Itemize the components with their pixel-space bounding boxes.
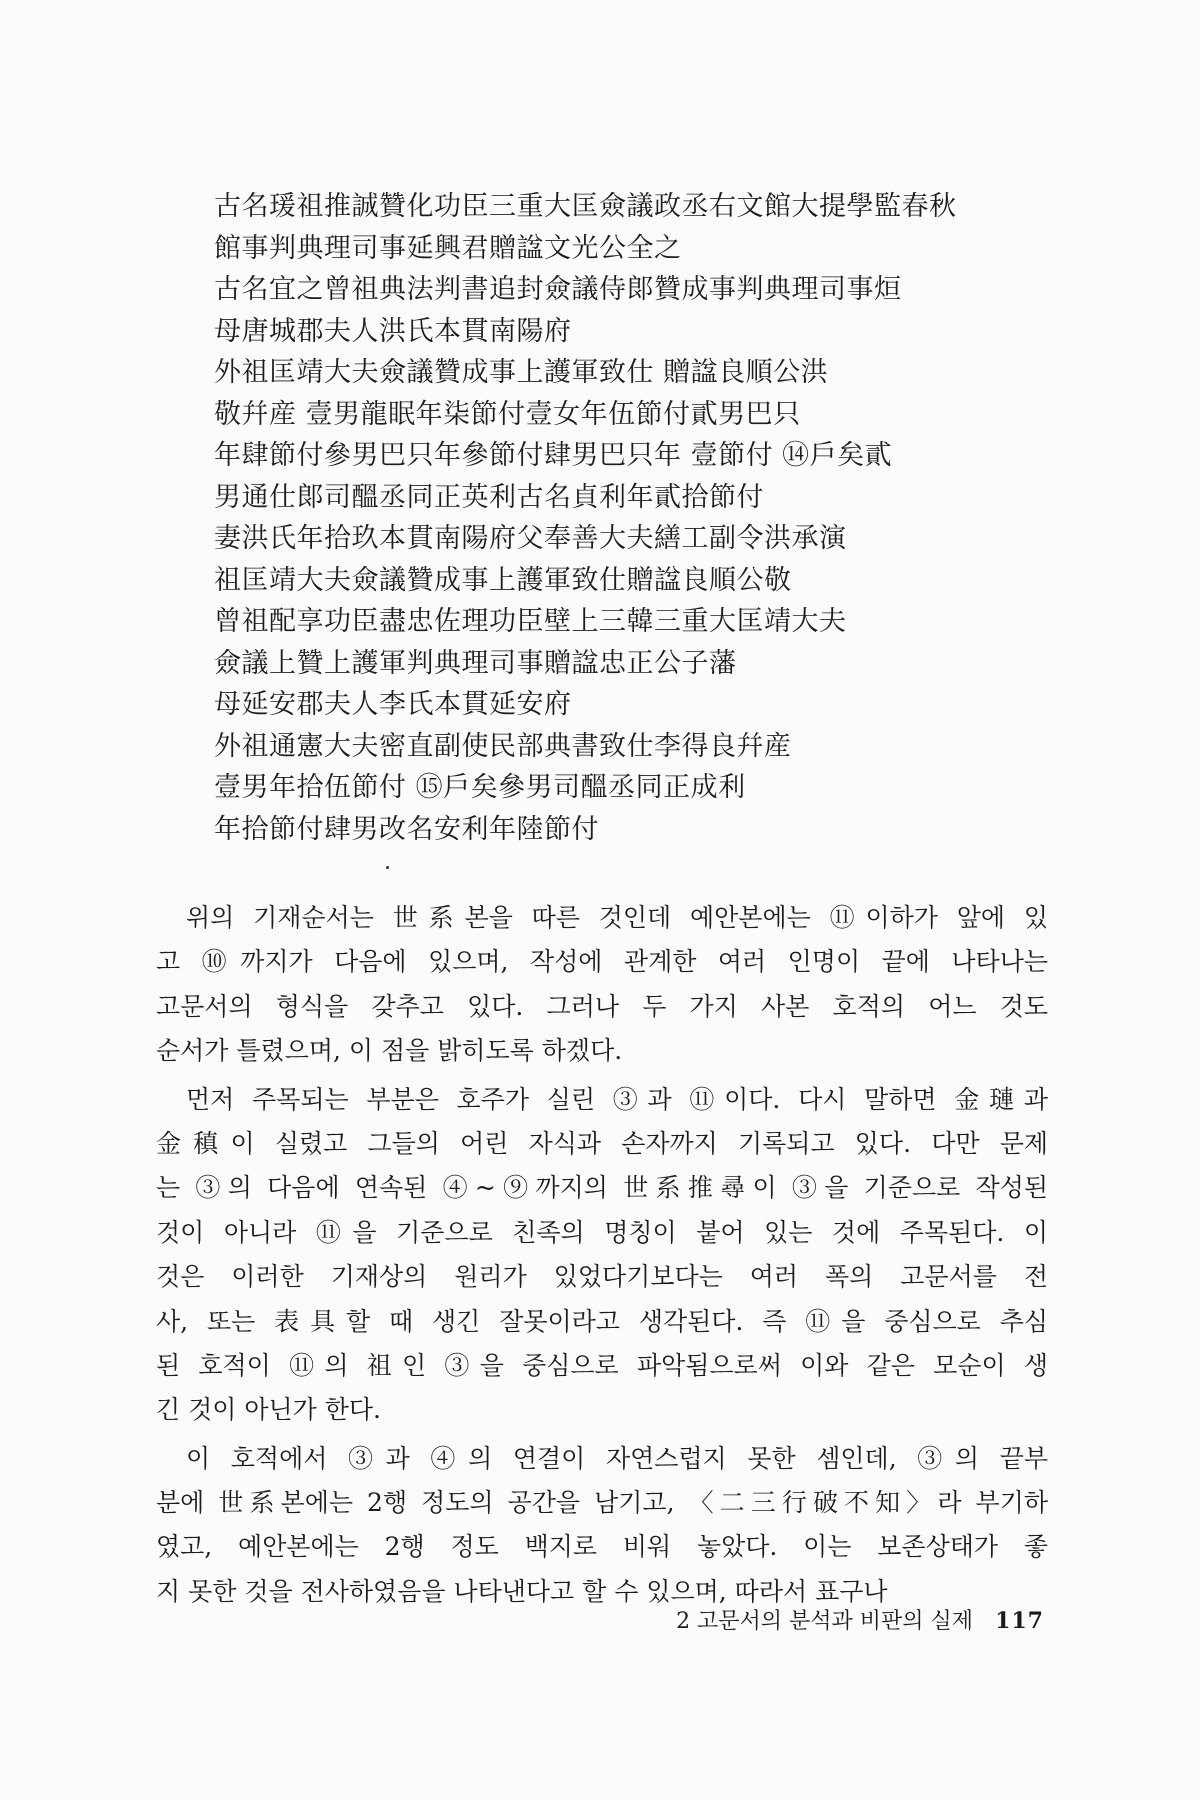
quote-line: 古名宜之曾祖典法判書追封僉議侍郞贊成事判典理司事烜 — [214, 274, 902, 305]
text-line: 긴 것이 아닌가 한다. — [156, 1395, 381, 1425]
quote-line: 敬幷産 壹男龍眠年柒節付壹女年伍節付貳男巴只 — [214, 398, 801, 430]
text-line: 것은 이러한 기재상의 원리가 있었다기보다는 여러 폭의 고문서를 전 — [156, 1262, 1048, 1292]
quote-line: 曾祖配享功臣盡忠佐理功臣壁上三韓三重大匡靖大夫 — [214, 606, 847, 637]
quote-line: 館事判典理司事延興君贈諡文光公全之 — [214, 232, 682, 264]
text-line: 이 호적에서 ③과 ④의 연결이 자연스럽지 못한 셈인데, ③의 끝부 — [186, 1443, 1048, 1473]
body-text — [156, 896, 1048, 1614]
quote-line: 母唐城郡夫人洪氏本貫南陽府 — [214, 315, 572, 347]
page-number: 117 — [995, 1608, 1044, 1634]
quote-line: 外祖通憲大夫密直副使民部典書致仕李得良幷産 — [214, 730, 792, 762]
quote-line: 年拾節付肆男改名安利年陸節付 — [214, 813, 599, 845]
quote-line: 祖匡靖大夫僉議贊成事上護軍致仕贈諡良順公敬 — [214, 564, 792, 596]
text-line: 고 ⑩까지가 다음에 있으며, 작성에 관계한 여러 인명이 끝에 나타나는 — [156, 947, 1048, 977]
text-line: 지 못한 것을 전사하였음을 나타낸다고 할 수 있으며, 따라서 표구나 — [156, 1576, 888, 1606]
quote-line: 母延安郡夫人李氏本貫延安府 — [214, 689, 572, 720]
text-line: 된 호적이 ⑪의 祖인 ③을 중심으로 파악됨으로써 이와 같은 모순이 생 — [156, 1350, 1048, 1380]
text-line: 金稹이 실렸고 그들의 어린 자식과 손자까지 기록되고 있다. 다만 문제 — [156, 1128, 1048, 1158]
quote-line: 外祖匡靖大夫僉議贊成事上護軍致仕 贈諡良順公洪 — [214, 357, 829, 388]
text-line: 위의 기재순서는 世系본을 따른 것인데 예안본에는 ⑪이하가 앞에 있 — [186, 903, 1048, 932]
quote-line: 古名瑗祖推誠贊化功臣三重大匡僉議政丞右文館大提學監春秋 — [214, 191, 957, 222]
quote-line: 妻洪氏年拾玖本貫南陽府父奉善大夫繕工副令洪承演 — [214, 523, 847, 554]
text-line: 분에 世系본에는 2행 정도의 공간을 남기고, 〈二三行破不知〉라 부기하 — [156, 1488, 1048, 1518]
page-footer — [0, 1604, 1044, 1635]
text-line: 고문서의 형식을 갖추고 있다. 그러나 두 가지 사본 호적의 어느 것도 — [156, 991, 1048, 1021]
text-line: 였고, 예안본에는 2행 정도 백지로 비워 놓았다. 이는 보존상태가 좋 — [156, 1532, 1048, 1562]
text-line: 는 ③의 다음에 연속된 ④~⑨까지의 世系推尋이 ③을 기준으로 작성된 — [156, 1173, 1048, 1203]
paragraph-2 — [156, 1078, 1048, 1433]
text-line: 사, 또는 表具할 때 생긴 잘못이라고 생각된다. 즉 ⑪을 중심으로 추심 — [156, 1306, 1048, 1336]
paragraph-3 — [156, 1437, 1048, 1615]
quote-line: 年肆節付參男巴只年參節付肆男巴只年 壹節付 ⑭戶矣貳 — [214, 440, 893, 471]
paragraph-1 — [156, 896, 1048, 1074]
quote-line: 僉議上贊上護軍判典理司事贈諡忠正公子藩 — [214, 647, 737, 679]
running-head: 2 고문서의 분석과 비판의 실제 — [676, 1609, 974, 1634]
stray-print-mark — [386, 866, 389, 869]
text-line: 것이 아니라 ⑪을 기준으로 친족의 명칭이 붙어 있는 것에 주목된다. 이 — [156, 1217, 1048, 1247]
text-line: 먼저 주목되는 부분은 호주가 실린 ③과 ⑪이다. 다시 말하면 金璉과 — [186, 1084, 1048, 1114]
quote-line: 壹男年拾伍節付 ⑮戶矣參男司醞丞同正成利 — [214, 772, 746, 803]
household-register-quotation — [214, 186, 1034, 850]
quote-line: 男通仕郞司醞丞同正英利古名貞利年貳拾節付 — [214, 481, 764, 513]
text-line: 순서가 틀렸으며, 이 점을 밝히도록 하겠다. — [156, 1036, 623, 1066]
